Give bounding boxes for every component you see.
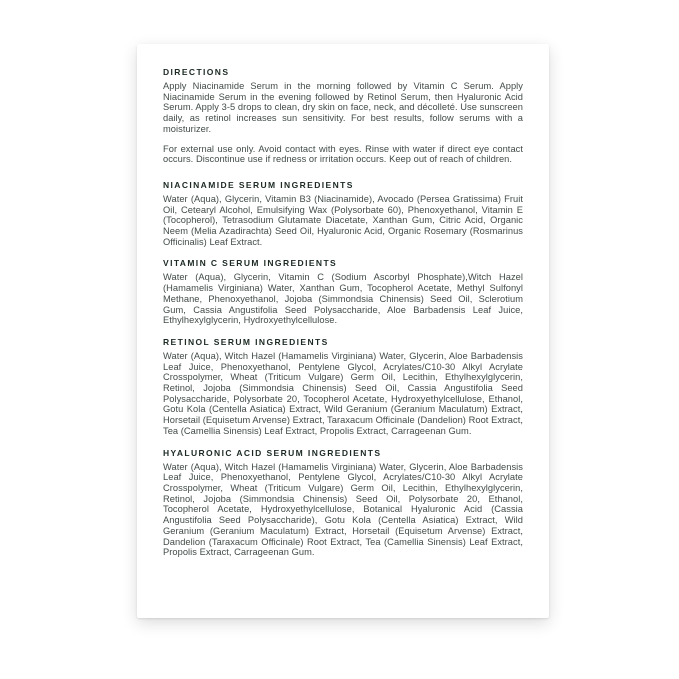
retinol-ingredients-heading: RETINOL SERUM INGREDIENTS [163,336,329,347]
retinol-ingredients-text: Water (Aqua), Witch Hazel (Hamamelis Virginiana) Water, Glycerin, Aloe Barbadensis Leaf Juice, Phenoxyethanol, Pentylene Glycol, Acrylates/C10-30 Alkyl Acrylate Crosspolymer, Wheat (Triticum Vulgare) Germ Oil, Lecithin, Ethylhexylglycerin, Retinol, Jojoba (Simmondsia Chinensis) Seed Oil, Cassia Angustifolia Seed Polysaccharide, Polysorbate 20, Tocopherol Acetate, Hydroxyethylcellulose, Ethanol, Gotu Kola (Centella Asiatica) Extract, Wild Geranium (Geranium Maculatum) Extract, Horsetail (Equisetum Arvense) Extract, Taraxacum Officinale (Dandelion) Root Extract, Tea (Camellia Sinensis) Leaf Extract, Propolis Extract, Carrageenan Gum. [163,350,523,436]
directions-heading: DIRECTIONS [163,67,230,77]
section-retinol-ingredients [163,337,523,437]
section-directions [163,67,523,165]
directions-usage-text: Apply Niacinamide Serum in the morning followed by Vitamin C Serum. Apply Niacinamide Serum in the evening followed by Retinol Serum, then Hyaluronic Acid Serum. Apply 3-5 drops to clean, dry skin on face, neck, and décolleté. Use sunscreen daily, as retinol increases sun sensitivity. For best results, follow serums with a moisturizer. [163,81,523,134]
vitamin-c-ingredients-heading: VITAMIN C SERUM INGREDIENTS [163,258,338,269]
section-niacinamide-ingredients [163,180,523,248]
directions-warning-text: For external use only. Avoid contact with eyes. Rinse with water if direct eye contact occurs. Discontinue use if redness or irritation occurs. Keep out of reach of children. [163,143,523,165]
product-label-card [137,44,549,618]
hyaluronic-acid-ingredients-text: Water (Aqua), Witch Hazel (Hamamelis Virginiana) Water, Glycerin, Aloe Barbadensis Leaf Juice, Phenoxyethanol, Pentylene Glycol, Acrylates/C10-30 Alkyl Acrylate Crosspolymer, Wheat (Triticum Vulgare) Germ Oil, Lecithin, Ethylhexylglycerin, Retinol, Jojoba (Simmondsia Chinensis) Seed Oil, Polysorbate 20, Ethanol, Tocopherol Acetate, Hydroxyethylcellulose, Botanical Hyaluronic Acid (Cassia Angustifolia Seed Polysaccharide), Gotu Kola (Centella Asiatica) Extract, Wild Geranium (Geranium Maculatum) Extract, Horsetail (Equisetum Arvense) Extract, Dandelion (Taraxacum Officinale) Root Extract, Tea (Camellia Sinensis) Leaf Extract, Propolis Extract, Carrageenan Gum. [163,461,523,558]
section-hyaluronic-acid-ingredients [163,448,523,558]
section-vitamin-c-ingredients [163,258,523,326]
vitamin-c-ingredients-text: Water (Aqua), Glycerin, Vitamin C (Sodium Ascorbyl Phosphate),Witch Hazel (Hamamelis Virginiana) Water, Xanthan Gum, Tocopherol Acetate, Methyl Sulfonyl Methane, Phenoxyethanol, Jojoba (Simmondsia Chinensis) Seed Oil, Sclerotium Gum, Cassia Angustifolia Seed Polysaccharide, Aloe Barbadensis Leaf Juice, Ethylhexylglycerin, Hydroxyethylcellulose. [163,272,523,326]
niacinamide-ingredients-text: Water (Aqua), Glycerin, Vitamin B3 (Niacinamide), Avocado (Persea Gratissima) Fruit Oil, Cetearyl Alcohol, Emulsifying Wax (Polysorbate 60), Phenoxyethanol, Vitamin E (Tocopherol), Tetrasodium Glutamate Diacetate, Xanthan Gum, Citric Acid, Organic Neem (Melia Azadirachta) Seed Oil, Hyaluronic Acid, Organic Rosemary (Rosmarinus Officinalis) Leaf Extract. [163,193,523,247]
hyaluronic-acid-ingredients-heading: HYALURONIC ACID SERUM INGREDIENTS [163,447,382,458]
niacinamide-ingredients-heading: NIACINAMIDE SERUM INGREDIENTS [163,179,354,190]
